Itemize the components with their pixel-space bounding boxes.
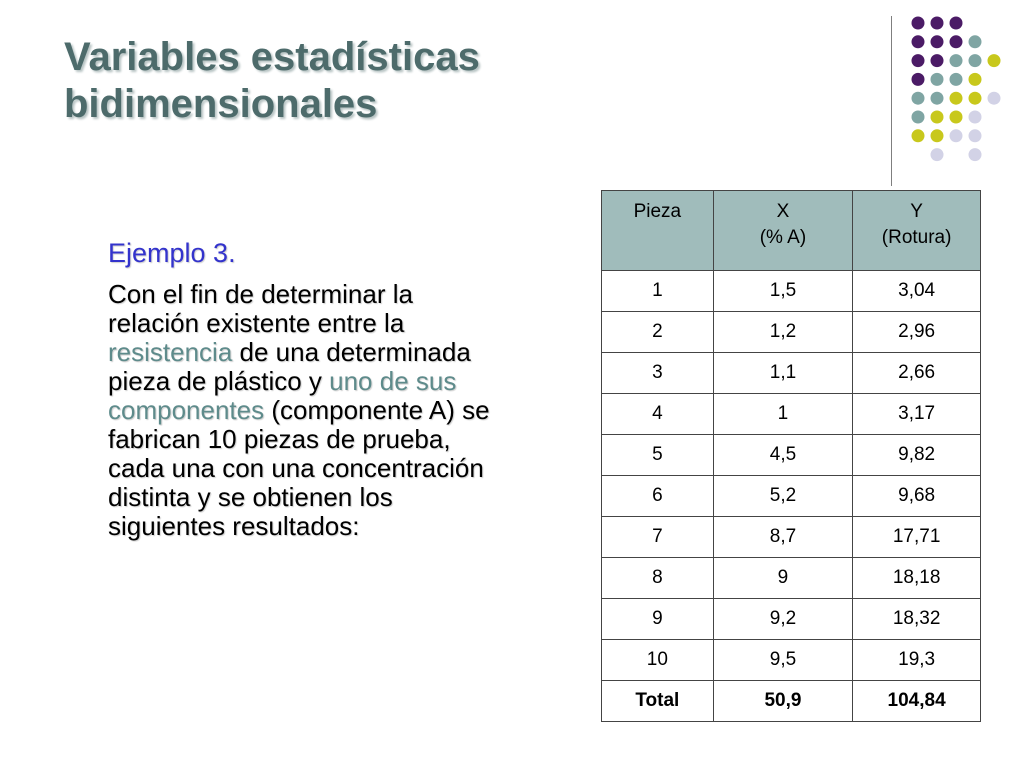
total-x: 50,9	[713, 681, 853, 722]
cell-y: 3,04	[853, 271, 981, 312]
decorative-dot	[950, 17, 963, 30]
header-y-line2: (Rotura)	[881, 227, 952, 248]
table-row	[602, 394, 981, 435]
header-pieza: Pieza	[602, 191, 714, 271]
cell-y: 9,68	[853, 476, 981, 517]
example-text-block	[108, 236, 508, 541]
header-x-line1: X	[776, 201, 790, 222]
table-row	[602, 435, 981, 476]
table-row	[602, 599, 981, 640]
table-row	[602, 517, 981, 558]
decorative-dot	[931, 17, 944, 30]
cell-x: 9,5	[713, 640, 853, 681]
decorative-dot	[950, 129, 963, 142]
example-heading: Ejemplo 3.	[108, 238, 236, 268]
decorative-dot	[969, 92, 982, 105]
table-header-row	[602, 191, 981, 271]
cell-y: 17,71	[853, 517, 981, 558]
decorative-dot	[912, 129, 925, 142]
decorative-dot	[912, 54, 925, 67]
cell-y: 19,3	[853, 640, 981, 681]
decorative-dot	[931, 73, 944, 86]
cell-x: 1,5	[713, 271, 853, 312]
decorative-dot	[988, 54, 1001, 67]
decorative-dot	[931, 129, 944, 142]
decorative-dot	[969, 129, 982, 142]
cell-pieza: 1	[602, 271, 714, 312]
cell-x: 1	[713, 394, 853, 435]
decorative-dot	[931, 54, 944, 67]
header-x	[713, 191, 853, 271]
cell-pieza: 10	[602, 640, 714, 681]
decorative-dot	[969, 35, 982, 48]
decorative-dot	[931, 148, 944, 161]
paragraph-part-3: (componente A) se fabrican 10 piezas de prueba, cada una con una concentración distinta y se obtienen los siguientes resultados:	[108, 395, 490, 541]
header-y	[853, 191, 981, 271]
cell-y: 3,17	[853, 394, 981, 435]
decorative-dot	[931, 111, 944, 124]
cell-pieza: 3	[602, 353, 714, 394]
decorative-dot	[950, 35, 963, 48]
data-table	[601, 190, 981, 722]
table-row	[602, 640, 981, 681]
cell-x: 4,5	[713, 435, 853, 476]
cell-pieza: 4	[602, 394, 714, 435]
cell-pieza: 2	[602, 312, 714, 353]
cell-pieza: 6	[602, 476, 714, 517]
paragraph-part-2: de una determinada pieza de plástico y	[108, 337, 471, 396]
cell-y: 2,66	[853, 353, 981, 394]
decorative-dot	[969, 73, 982, 86]
decorative-dot	[950, 54, 963, 67]
decorative-dot	[969, 148, 982, 161]
cell-pieza: 9	[602, 599, 714, 640]
cell-x: 5,2	[713, 476, 853, 517]
decorative-dot	[912, 17, 925, 30]
cell-y: 2,96	[853, 312, 981, 353]
decorative-dot	[950, 111, 963, 124]
dot-grid-decoration-icon	[0, 0, 1024, 180]
table-row	[602, 312, 981, 353]
table-row	[602, 476, 981, 517]
table-row	[602, 353, 981, 394]
decorative-dot	[912, 111, 925, 124]
cell-x: 8,7	[713, 517, 853, 558]
total-y: 104,84	[853, 681, 981, 722]
cell-pieza: 8	[602, 558, 714, 599]
cell-x: 1,1	[713, 353, 853, 394]
paragraph-part-1: Con el fin de determinar la relación existente entre la	[108, 279, 413, 338]
highlight-resistencia: resistencia	[108, 337, 233, 367]
decorative-dot	[969, 54, 982, 67]
cell-y: 18,18	[853, 558, 981, 599]
decorative-dot	[912, 92, 925, 105]
total-label: Total	[602, 681, 714, 722]
decorative-dot	[950, 92, 963, 105]
slide-title-line1: Variables estadísticas	[64, 35, 480, 79]
highlight-componentes: uno de sus componentes	[108, 366, 457, 425]
header-y-line1: Y	[910, 201, 923, 222]
decorative-dot	[988, 92, 1001, 105]
cell-y: 9,82	[853, 435, 981, 476]
table-row	[602, 271, 981, 312]
table-total-row	[602, 681, 981, 722]
cell-y: 18,32	[853, 599, 981, 640]
decorative-dot	[969, 111, 982, 124]
decorative-dot	[950, 73, 963, 86]
decorative-dot	[931, 92, 944, 105]
decorative-dot	[912, 73, 925, 86]
table-row	[602, 558, 981, 599]
decorative-dot	[912, 35, 925, 48]
cell-x: 9,2	[713, 599, 853, 640]
cell-pieza: 7	[602, 517, 714, 558]
cell-pieza: 5	[602, 435, 714, 476]
decorative-dot	[931, 35, 944, 48]
header-x-line2: (% A)	[759, 227, 807, 248]
cell-x: 9	[713, 558, 853, 599]
cell-x: 1,2	[713, 312, 853, 353]
slide-title-line2: bidimensionales	[64, 82, 378, 126]
